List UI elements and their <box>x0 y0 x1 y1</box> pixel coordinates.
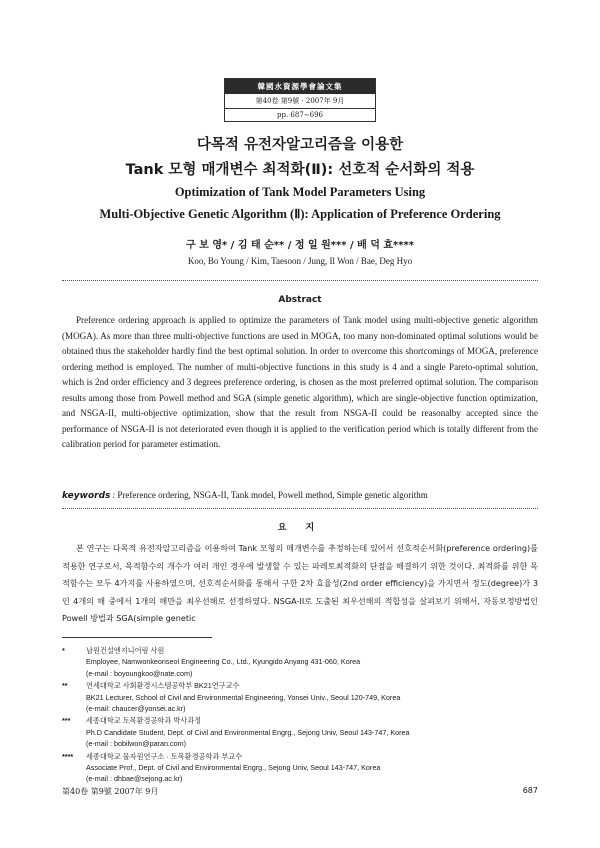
keywords <box>62 490 538 501</box>
title-ko-line1: 다목적 유전자알고리즘을 이용한 <box>196 137 404 153</box>
footer-journal-issue: 第40卷 第9號 2007年 9月 <box>62 787 159 796</box>
journal-pages: pp. 687∼696 <box>277 111 323 119</box>
yoji-text: 본 연구는 다목적 유전자알고리즘을 이용하여 Tank 모형의 매개변수를 추정하는데 있어서 선호적순서화(preference ordering)를 적용한 연구로서, 목적함수의 개수가 여러 개인 경우에 발생할 수 있는 파레토최적화의 단점을 해결하기 위한 것이다. 최적화를 위한 목적함수는 모두 4가지를 사용하였으며, 선호적순서화를 통해서 구한 2차 효율성(2nd order efficiency)을 가지면서 정도(degree)가 3인 4개의 해 중에서 1개의 해만을 최우선해로 선정하였다. NSGA-II로 도출된 최우선해의 적합성을 살펴보기 위해서, 자동보정방법인 Powell 방법과 SGA(simple genetic <box>62 543 538 623</box>
footnote-line: 남원건설엔지니어링 사원 <box>86 646 165 655</box>
keywords-text: : Preference ordering, NSGA-II, Tank model, Powell method, Simple genetic algorithm <box>112 490 428 500</box>
footnote-line: (e-mail: chaucer@yonsei.ac.kr) <box>86 704 186 714</box>
footnote-line: Associate Prof., Dept. of Civil and Environmental Engrg., Sejong Univ, Seoul 143-747, Korea <box>86 763 381 773</box>
footnote-line: 연세대학교 사회환경시스템공학부 BK21연구교수 <box>86 681 240 691</box>
keywords-label: keywords <box>62 491 111 501</box>
yoji-heading: 요 지 <box>277 523 323 533</box>
footnote <box>62 715 538 749</box>
title-en-line1: Optimization of Tank Model Parameters Using <box>174 185 426 199</box>
journal-name: 韓國水資源學會論文集 <box>225 79 375 94</box>
footnote-mark: * <box>62 646 65 655</box>
footnote <box>62 751 538 785</box>
divider-top <box>62 280 538 281</box>
footnote-rule <box>62 637 212 638</box>
abstract-text: Preference ordering approach is applied to optimize the parameters of Tank model using multi-objective genetic algorithm (MOGA). As more than three multi-objective functions are used in MOGA, too many non-dominated optimal solutions would be obtained thus the stakeholder hardly find the best optimal solution. In order to overcome this shortcomings of MOGA, preference ordering method is employed. The number of multi-objective functions in this study is 4 and a single Pareto-optimal solution, which is 2nd order efficiency and 3 degrees preference ordering, is chosen as the most preferred optimal solution. The comparison results among those from Powell method and SGA (simple genetic algorithm), which are single-objective function optimization, and NSGA-II, multi-objective optimization, show that the result from NSGA-II could be reasonalby accepted since the performance of NSGA-II is not deteriorated even though it is applied to the verification period which is totally different from the calibration period for parameter estimation. <box>62 315 538 449</box>
footnote-mark: **** <box>62 751 74 761</box>
footnote-mark: *** <box>62 716 71 726</box>
footnote-line: (e-mail : bobilwon@paran.com) <box>86 739 186 749</box>
footnote-line: (e-mail : dhbae@sejong.ac.kr) <box>86 774 183 784</box>
footnote <box>62 680 538 714</box>
footnote <box>62 645 538 679</box>
footnote-line: (e-mail : boyoungkoo@nate.com) <box>86 668 193 678</box>
footnote-line: 세종대학교 물자원연구소 · 토목환경공학과 부교수 <box>86 751 243 761</box>
footnote-line: Employee, Namwonkeonseol Engineering Co., Ltd., Kyungido Anyang 431-060, Korea <box>86 657 361 667</box>
journal-volume: 第40卷 第9號 · 2007年 9月 <box>225 94 375 109</box>
page-number: 687 <box>522 786 538 795</box>
footnote-line: Ph.D Candidate Student, Dept. of Civil and Environmental Engrg., Sejong Univ, Seoul 143-747, Korea <box>86 727 410 737</box>
footnote-line: 세종대학교 토목환경공학과 박사과정 <box>86 716 202 726</box>
footnote-line: BK21 Lecturer, School of Civil and Environmental Engineering, Yonsei Univ., Seoul 120-749, Korea <box>86 692 401 702</box>
journal-info-box <box>224 78 376 122</box>
footnotes <box>62 645 538 786</box>
divider-middle <box>62 508 538 509</box>
authors-english: Koo, Bo Young / Kim, Taesoon / Jung, Il Won / Bae, Deg Hyo <box>187 256 413 266</box>
title-en-line2: Multi-Objective Genetic Algorithm (Ⅱ): Application of Preference Ordering <box>99 207 501 221</box>
footnote-mark: ** <box>62 681 68 691</box>
title-ko-line2: Tank 모형 매개변수 최적화(Ⅱ): 선호적 순서화의 적용 <box>125 162 475 178</box>
authors-korean: 구 보 영* / 김 태 순** / 정 일 원*** / 배 덕 효**** <box>186 240 414 251</box>
abstract-heading: Abstract <box>278 295 322 305</box>
